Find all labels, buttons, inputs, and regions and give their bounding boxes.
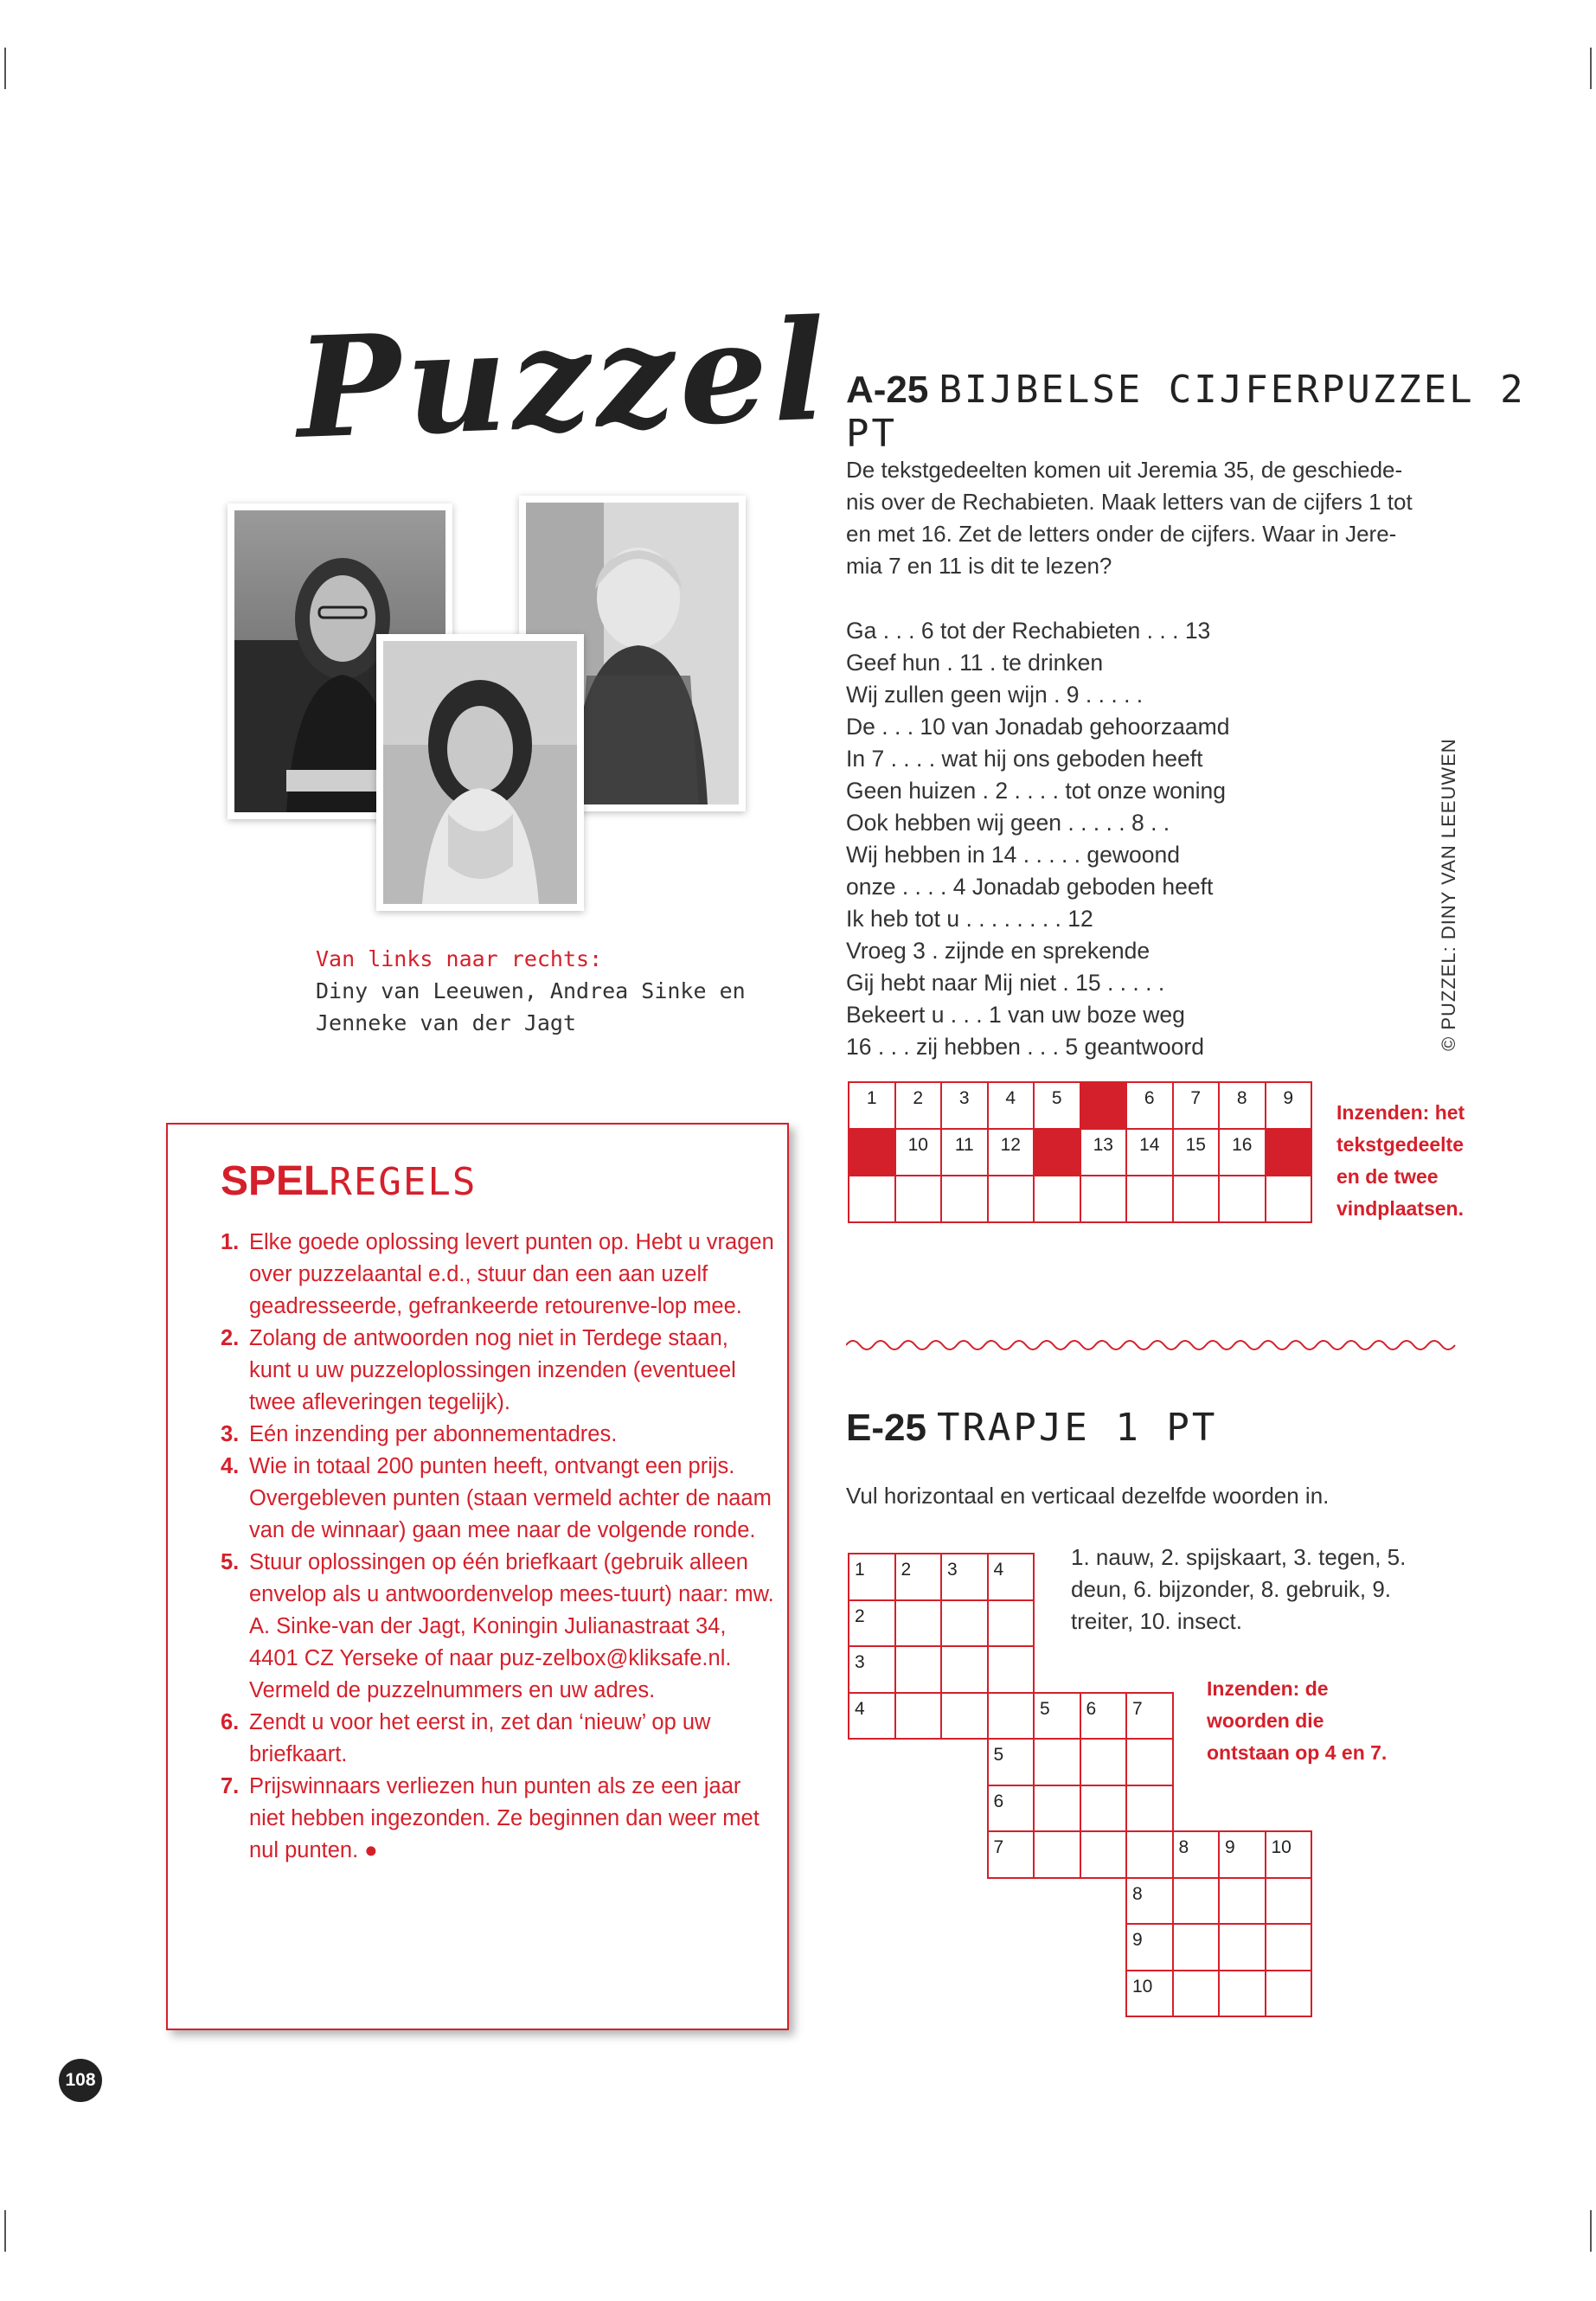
grid-cell xyxy=(894,1175,943,1223)
grid-cell xyxy=(894,1128,943,1176)
cell-number: 2 xyxy=(913,1088,924,1108)
grid-cell xyxy=(1080,1081,1128,1130)
cell-number: 9 xyxy=(1132,1930,1143,1950)
page-title: Puzzel xyxy=(294,288,834,470)
photo-andrea xyxy=(376,634,584,911)
grid-cell xyxy=(940,1175,989,1223)
rule-text: Zolang de antwoorden nog niet in Terdege staan, kunt u uw puzzeloplossingen inzenden (eventueel twee afleveringen tegelijk). xyxy=(249,1326,736,1414)
rules-title xyxy=(221,1157,477,1205)
cell-number: 15 xyxy=(1185,1135,1206,1155)
rule-item xyxy=(221,1451,774,1547)
intro-line: De tekstgedeelten komen uit Jeremia 35, de geschiede- xyxy=(846,457,1403,483)
grid-cell xyxy=(1033,1785,1081,1833)
grid-cell xyxy=(1125,1692,1174,1740)
cell-number: 8 xyxy=(1236,1088,1247,1108)
cell-number: 9 xyxy=(1283,1088,1294,1108)
grid-cell xyxy=(1033,1692,1081,1740)
grid-cell xyxy=(1218,1923,1266,1971)
cell-number: 7 xyxy=(1190,1088,1202,1108)
grid-cell xyxy=(1080,1738,1128,1786)
cell-number: 12 xyxy=(1000,1135,1021,1155)
rule-item xyxy=(221,1771,774,1867)
rule-number: 7. xyxy=(221,1774,240,1798)
grid-cell xyxy=(1125,1785,1174,1833)
crop-mark xyxy=(1590,2210,1592,2252)
puzzle-line: onze . . . . 4 Jonadab geboden heeft xyxy=(846,874,1214,900)
grid-cell xyxy=(1172,1830,1221,1879)
grid-cell xyxy=(1172,1877,1221,1926)
cell-number: 4 xyxy=(993,1560,1004,1580)
cell-number: 6 xyxy=(1086,1698,1097,1719)
intro-line: nis over de Rechabieten. Maak letters van de cijfers 1 tot xyxy=(846,489,1413,515)
cell-number: 7 xyxy=(1132,1698,1143,1719)
grid-cell xyxy=(1033,1738,1081,1786)
grid-cell xyxy=(848,1553,896,1601)
rule-number: 4. xyxy=(221,1454,240,1478)
grid-cell xyxy=(1218,1128,1266,1176)
cell-number: 5 xyxy=(1040,1698,1050,1719)
cell-number: 14 xyxy=(1139,1135,1160,1155)
caption-line: Van links naar rechts: xyxy=(316,946,603,971)
cell-number: 11 xyxy=(954,1135,974,1155)
rule-number: 3. xyxy=(221,1422,240,1446)
rules-title-thin: REGELS xyxy=(329,1160,478,1204)
grid-cell xyxy=(1265,1970,1313,2018)
grid-cell xyxy=(987,1692,1035,1740)
grid-cell xyxy=(1125,1738,1174,1786)
rule-text: Wie in totaal 200 punten heeft, ontvangt een prijs. Overgebleven punten (staan vermeld achter de naam van de winnaar) gaan mee naar de volgende ronde. xyxy=(249,1454,772,1542)
rule-number: 2. xyxy=(221,1326,240,1350)
grid-cell xyxy=(1172,1081,1221,1130)
cell-number: 4 xyxy=(1005,1088,1016,1108)
cell-number: 3 xyxy=(958,1088,970,1108)
grid-cell xyxy=(940,1692,989,1740)
grid-cell xyxy=(894,1645,943,1694)
grid-cell xyxy=(894,1692,943,1740)
note-line: woorden die xyxy=(1207,1709,1324,1732)
grid-cell xyxy=(848,1645,896,1694)
caption-line: Diny van Leeuwen, Andrea Sinke en xyxy=(316,978,746,1003)
clue-line: 1. nauw, 2. spijskaart, 3. tegen, 5. xyxy=(1071,1544,1407,1570)
grid-cell xyxy=(1033,1830,1081,1879)
grid-cell xyxy=(1033,1175,1081,1223)
puzzle-line: De . . . 10 van Jonadab gehoorzaamd xyxy=(846,714,1230,740)
grid-cell xyxy=(1172,1128,1221,1176)
grid-cell xyxy=(1033,1128,1081,1176)
grid-cell xyxy=(1265,1081,1313,1130)
grid-cell xyxy=(1218,1081,1266,1130)
caption-line: Jenneke van der Jagt xyxy=(316,1010,577,1035)
e25-heading xyxy=(846,1406,1217,1450)
grid-cell xyxy=(1218,1175,1266,1223)
grid-cell xyxy=(1125,1877,1174,1926)
grid-cell xyxy=(1218,1877,1266,1926)
grid-cell xyxy=(1125,1830,1174,1879)
note-line: Inzenden: de xyxy=(1207,1677,1329,1700)
cell-number: 16 xyxy=(1232,1135,1253,1155)
photo-caption xyxy=(316,943,746,1039)
grid-cell xyxy=(1080,1785,1128,1833)
grid-cell xyxy=(1265,1830,1313,1879)
note-line: vindplaatsen. xyxy=(1336,1197,1464,1220)
cell-number: 2 xyxy=(855,1606,865,1626)
puzzle-line: Geen huizen . 2 . . . . tot onze woning xyxy=(846,778,1226,804)
cell-number: 8 xyxy=(1178,1837,1189,1857)
grid-cell xyxy=(987,1175,1035,1223)
grid-cell xyxy=(987,1645,1035,1694)
crop-mark xyxy=(1590,48,1592,89)
grid-cell xyxy=(1033,1081,1081,1130)
rule-item xyxy=(221,1547,774,1707)
cell-number: 5 xyxy=(993,1745,1004,1765)
puzzle-line: Ga . . . 6 tot der Rechabieten . . . 13 xyxy=(846,618,1211,644)
grid-cell xyxy=(848,1081,896,1130)
puzzle-line: Bekeert u . . . 1 van uw boze weg xyxy=(846,1002,1185,1028)
clue-line: treiter, 10. insect. xyxy=(1071,1608,1242,1634)
puzzle-line: In 7 . . . . wat hij ons geboden heeft xyxy=(846,746,1203,772)
cell-number: 3 xyxy=(947,1560,958,1580)
puzzle-line: Ik heb tot u . . . . . . . . 12 xyxy=(846,906,1093,932)
grid-cell xyxy=(1265,1877,1313,1926)
e25-stair-grid xyxy=(848,1553,1311,2020)
cell-number: 6 xyxy=(993,1791,1004,1811)
puzzle-credit: © PUZZEL: DINY VAN LEEUWEN xyxy=(1438,738,1459,1051)
rules-title-bold: SPEL xyxy=(221,1158,330,1204)
grid-cell xyxy=(1218,1830,1266,1879)
grid-cell xyxy=(1125,1970,1174,2018)
page-number: 108 xyxy=(59,2059,102,2102)
cell-number: 1 xyxy=(866,1088,877,1108)
grid-cell xyxy=(940,1645,989,1694)
rules-list xyxy=(221,1227,774,1867)
grid-cell xyxy=(1218,1970,1266,2018)
rule-text: Eén inzending per abonnementadres. xyxy=(249,1422,618,1446)
a25-text-lines xyxy=(846,615,1229,1063)
rule-text: Stuur oplossingen op één briefkaart (gebruik alleen envelop als u antwoordenvelop mees-tuurt) naar: mw. A. Sinke-van der Jagt, Koningin Julianastraat 34, 4401 CZ Yerseke of naar puz-zelbox@kliksafe.nl. Vermeld de puzzelnummers en uw adres. xyxy=(249,1550,774,1702)
grid-cell xyxy=(1172,1970,1221,2018)
rule-number: 5. xyxy=(221,1550,240,1574)
grid-cell xyxy=(987,1738,1035,1786)
cell-number: 9 xyxy=(1225,1837,1235,1857)
grid-cell xyxy=(894,1081,943,1130)
grid-cell xyxy=(894,1599,943,1648)
cell-number: 10 xyxy=(1271,1837,1292,1857)
grid-cell xyxy=(848,1599,896,1648)
rule-item xyxy=(221,1323,774,1419)
note-line: Inzenden: het xyxy=(1336,1101,1465,1124)
grid-cell xyxy=(1172,1923,1221,1971)
a25-intro xyxy=(846,454,1413,582)
puzzle-line: Gij hebt naar Mij niet . 15 . . . . . xyxy=(846,970,1165,996)
crop-mark xyxy=(4,48,6,89)
grid-cell xyxy=(1080,1175,1128,1223)
grid-cell xyxy=(1265,1128,1313,1176)
rule-text: Zendt u voor het eerst in, zet dan ‘nieuw’ op uw briefkaart. xyxy=(249,1710,711,1766)
intro-line: en met 16. Zet de letters onder de cijfers. Waar in Jere- xyxy=(846,521,1397,547)
grid-cell xyxy=(987,1830,1035,1879)
cell-number: 3 xyxy=(855,1652,865,1672)
rule-item xyxy=(221,1707,774,1771)
grid-cell xyxy=(848,1175,896,1223)
grid-cell xyxy=(1080,1128,1128,1176)
grid-cell xyxy=(987,1553,1035,1601)
puzzle-line: Wij hebben in 14 . . . . . gewoond xyxy=(846,842,1180,868)
grid-cell xyxy=(1125,1081,1174,1130)
rule-number: 1. xyxy=(221,1230,240,1254)
clue-line: deun, 6. bijzonder, 8. gebruik, 9. xyxy=(1071,1576,1392,1602)
a25-submit-note xyxy=(1336,1097,1465,1225)
a25-title: BIJBELSE CIJFERPUZZEL 2 PT xyxy=(846,368,1526,456)
grid-cell xyxy=(894,1553,943,1601)
note-line: ontstaan op 4 en 7. xyxy=(1207,1741,1388,1764)
cell-number: 5 xyxy=(1051,1088,1062,1108)
rule-item xyxy=(221,1227,774,1323)
grid-cell xyxy=(940,1599,989,1648)
a25-heading xyxy=(846,368,1596,456)
cell-number: 4 xyxy=(855,1698,865,1719)
grid-cell xyxy=(848,1692,896,1740)
grid-cell xyxy=(848,1128,896,1176)
puzzle-line: Vroeg 3 . zijnde en sprekende xyxy=(846,938,1151,964)
puzzle-line: Geef hun . 11 . te drinken xyxy=(846,650,1104,676)
wavy-divider xyxy=(846,1336,1465,1354)
intro-line: mia 7 en 11 is dit te lezen? xyxy=(846,553,1112,579)
grid-cell xyxy=(940,1553,989,1601)
cell-number: 13 xyxy=(1093,1135,1113,1155)
grid-cell xyxy=(1125,1128,1174,1176)
grid-cell xyxy=(987,1128,1035,1176)
cell-number: 2 xyxy=(901,1560,912,1580)
note-line: tekstgedeelte xyxy=(1336,1133,1465,1156)
grid-cell xyxy=(1265,1923,1313,1971)
a25-number-grid xyxy=(848,1081,1311,1268)
grid-cell xyxy=(940,1128,989,1176)
cell-number: 10 xyxy=(1132,1976,1153,1997)
grid-cell xyxy=(1172,1175,1221,1223)
e25-code: E-25 xyxy=(846,1407,926,1449)
cell-number: 6 xyxy=(1144,1088,1155,1108)
crop-mark xyxy=(4,2210,6,2252)
grid-cell xyxy=(1125,1175,1174,1223)
cell-number: 8 xyxy=(1132,1883,1143,1904)
rule-item xyxy=(221,1419,774,1451)
grid-cell xyxy=(987,1785,1035,1833)
a25-code: A-25 xyxy=(846,369,929,411)
grid-cell xyxy=(1265,1175,1313,1223)
e25-intro: Vul horizontaal en verticaal dezelfde woorden in. xyxy=(846,1483,1330,1509)
rule-text: Elke goede oplossing levert punten op. Hebt u vragen over puzzelaantal e.d., stuur dan een aan uzelf geadresseerde, gefrankeerde retourenve-lop mee. xyxy=(249,1230,774,1318)
e25-title: TRAPJE 1 PT xyxy=(936,1406,1218,1450)
note-line: en de twee xyxy=(1336,1165,1439,1188)
grid-cell xyxy=(1125,1923,1174,1971)
grid-cell xyxy=(987,1081,1035,1130)
grid-cell xyxy=(1080,1830,1128,1879)
puzzle-line: 16 . . . zij hebben . . . 5 geantwoord xyxy=(846,1034,1204,1060)
rule-text: Prijswinnaars verliezen hun punten als ze een jaar niet hebben ingezonden. Ze beginnen dan weer met nul punten. ● xyxy=(249,1774,760,1862)
grid-cell xyxy=(987,1599,1035,1648)
cell-number: 10 xyxy=(907,1135,928,1155)
cell-number: 1 xyxy=(855,1560,865,1580)
rule-number: 6. xyxy=(221,1710,240,1734)
grid-cell xyxy=(1080,1692,1128,1740)
puzzle-line: Ook hebben wij geen . . . . . 8 . . xyxy=(846,810,1170,836)
cell-number: 7 xyxy=(993,1837,1004,1857)
puzzle-line: Wij zullen geen wijn . 9 . . . . . xyxy=(846,682,1144,708)
grid-cell xyxy=(940,1081,989,1130)
